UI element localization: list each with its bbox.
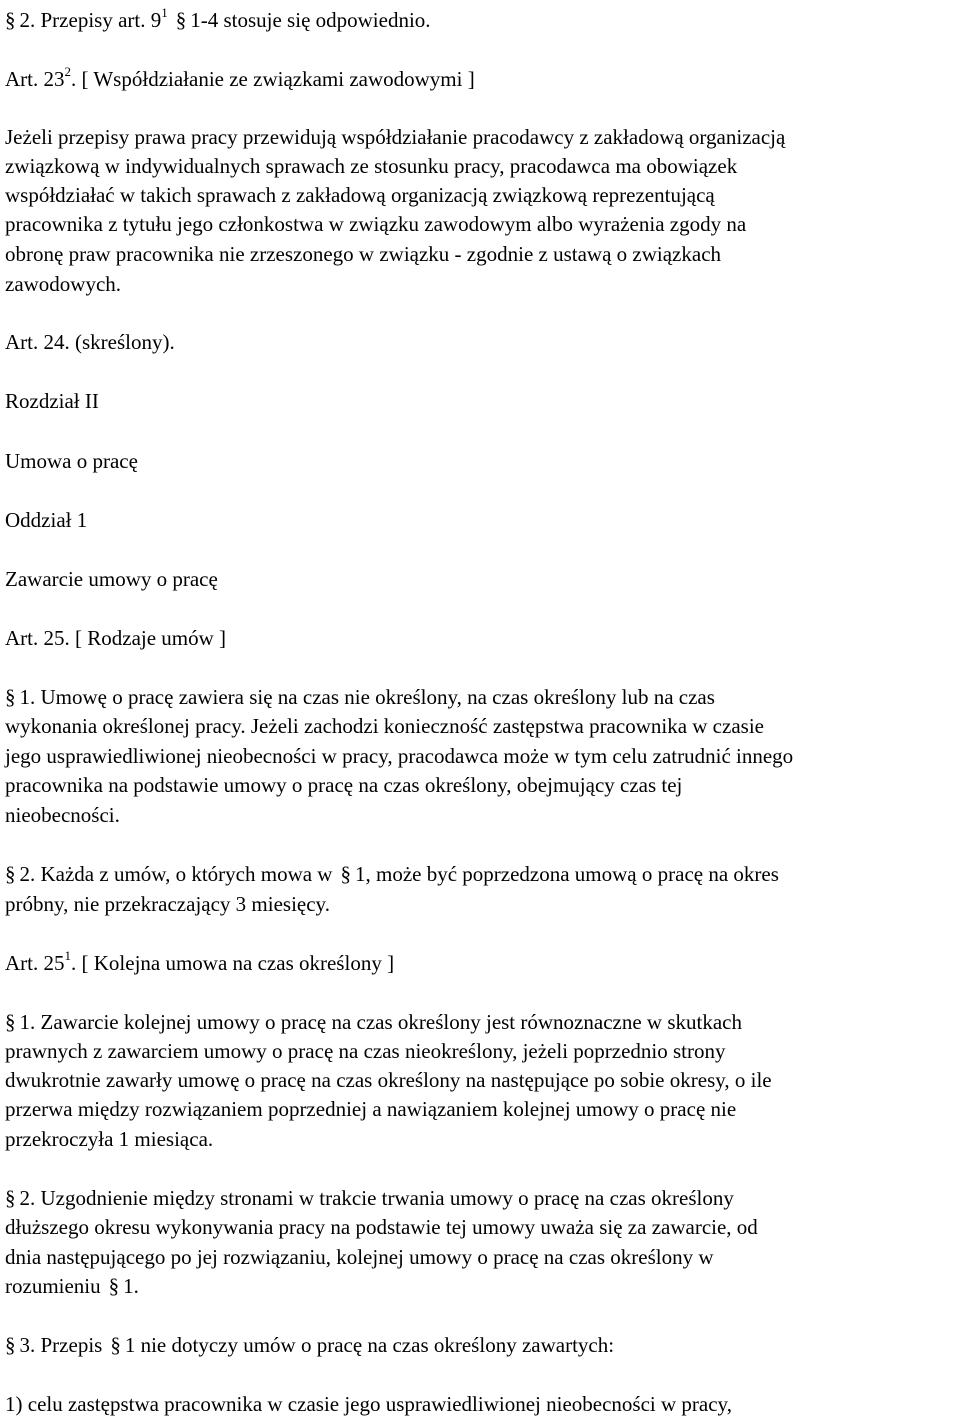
doc-line: przerwa między rozwiązaniem poprzedniej a nawiązaniem kolejnej umowy o pracę nie <box>5 1097 737 1121</box>
article-heading: Art. 25. [ Rodzaje umów ] <box>5 626 227 650</box>
paragraph-text: 1-4 stosuje się odpowiednio. <box>190 8 431 32</box>
chapter-heading: Rozdział II <box>5 389 99 413</box>
doc-line: współdziałać w takich sprawach z zakładową organizacją związkową reprezentującą <box>5 183 715 207</box>
paragraph-text: 1, może być poprzedzona umową o pracę na okres <box>354 862 779 886</box>
doc-line: nieobecności. <box>5 803 120 827</box>
section-symbol: § <box>5 1333 16 1357</box>
section-symbol: § <box>5 1010 16 1034</box>
section-symbol: § <box>340 862 351 886</box>
doc-line <box>5 685 715 709</box>
doc-line: pracownika na podstawie umowy o pracę na czas określony, obejmujący czas tej <box>5 773 683 797</box>
article-heading <box>5 948 395 975</box>
doc-line: dnia następującego po jej rozwiązaniu, kolejnej umowy o pracę na czas określony w <box>5 1245 714 1269</box>
doc-line: dłuższego okresu wykonywania pracy na podstawie tej umowy uważa się za zawarcie, od <box>5 1215 758 1239</box>
doc-line: próbny, nie przekraczający 3 miesięcy. <box>5 892 330 916</box>
paragraph-text: 2. Przepisy art. 9 <box>19 8 162 32</box>
superscript: 2 <box>64 64 71 79</box>
superscript: 1 <box>64 948 71 963</box>
section-symbol: § <box>110 1333 121 1357</box>
doc-line <box>5 1333 614 1357</box>
doc-line: Jeżeli przepisy prawa pracy przewidują współdziałanie pracodawcy z zakładową organizacją <box>5 125 786 149</box>
doc-line <box>5 5 431 32</box>
doc-line: obronę praw pracownika nie zrzeszonego w związku - zgodnie z ustawą o związkach <box>5 242 722 266</box>
article-title: . [ Kolejna umowa na czas określony ] <box>71 951 395 975</box>
paragraph-text: 2. Uzgodnienie między stronami w trakcie trwania umowy o pracę na czas określony <box>19 1186 734 1210</box>
section-symbol: § <box>5 8 16 32</box>
paragraph-text: 1. <box>123 1274 139 1298</box>
article-number: Art. 25 <box>5 951 65 975</box>
section-symbol: § <box>5 685 16 709</box>
superscript: 1 <box>161 5 168 20</box>
doc-line: zawodowych. <box>5 272 122 296</box>
doc-line: 1) celu zastępstwa pracownika w czasie jego usprawiedliwionej nieobecności w pracy, <box>5 1392 732 1416</box>
doc-line: prawnych z zawarciem umowy o pracę na czas nieokreślony, jeżeli poprzednio strony <box>5 1039 726 1063</box>
paragraph-text: 1. Umowę o pracę zawiera się na czas nie określony, na czas określony lub na czas <box>19 685 715 709</box>
section-symbol: § <box>5 1186 16 1210</box>
doc-line: dwukrotnie zawarły umowę o pracę na czas określony na następujące po sobie okresy, o ile <box>5 1068 772 1092</box>
section-symbol: § <box>5 862 16 886</box>
article-number: Art. 23 <box>5 67 65 91</box>
article-heading: Art. 24. (skreślony). <box>5 330 175 354</box>
doc-line <box>5 1186 734 1210</box>
doc-line: pracownika z tytułu jego członkostwa w związku zawodowym albo wyrażenia zgody na <box>5 212 747 236</box>
paragraph-text: 1 nie dotyczy umów o pracę na czas określony zawartych: <box>124 1333 615 1357</box>
division-title: Zawarcie umowy o pracę <box>5 567 218 591</box>
doc-line: związkową w indywidualnych sprawach ze stosunku pracy, pracodawca ma obowiązek <box>5 154 738 178</box>
division-heading: Oddział 1 <box>5 508 88 532</box>
doc-line <box>5 862 779 886</box>
paragraph-text: 3. Przepis <box>19 1333 103 1357</box>
doc-line: wykonania określonej pracy. Jeżeli zachodzi konieczność zastępstwa pracownika w czasie <box>5 714 764 738</box>
doc-line: przekroczyła 1 miesiąca. <box>5 1127 214 1151</box>
paragraph-text: 2. Każda z umów, o których mowa w <box>19 862 333 886</box>
paragraph-text: rozumieniu <box>5 1274 101 1298</box>
doc-line <box>5 1274 139 1298</box>
article-title: . [ Współdziałanie ze związkami zawodowymi ] <box>71 67 475 91</box>
chapter-title: Umowa o pracę <box>5 449 138 473</box>
doc-line <box>5 1010 742 1034</box>
section-symbol: § <box>108 1274 120 1298</box>
section-symbol: § <box>175 8 187 32</box>
doc-line: jego usprawiedliwionej nieobecności w pracy, pracodawca może w tym celu zatrudnić innego <box>5 744 794 768</box>
article-heading <box>5 64 475 91</box>
paragraph-text: 1. Zawarcie kolejnej umowy o pracę na czas określony jest równoznaczne w skutkach <box>19 1010 742 1034</box>
